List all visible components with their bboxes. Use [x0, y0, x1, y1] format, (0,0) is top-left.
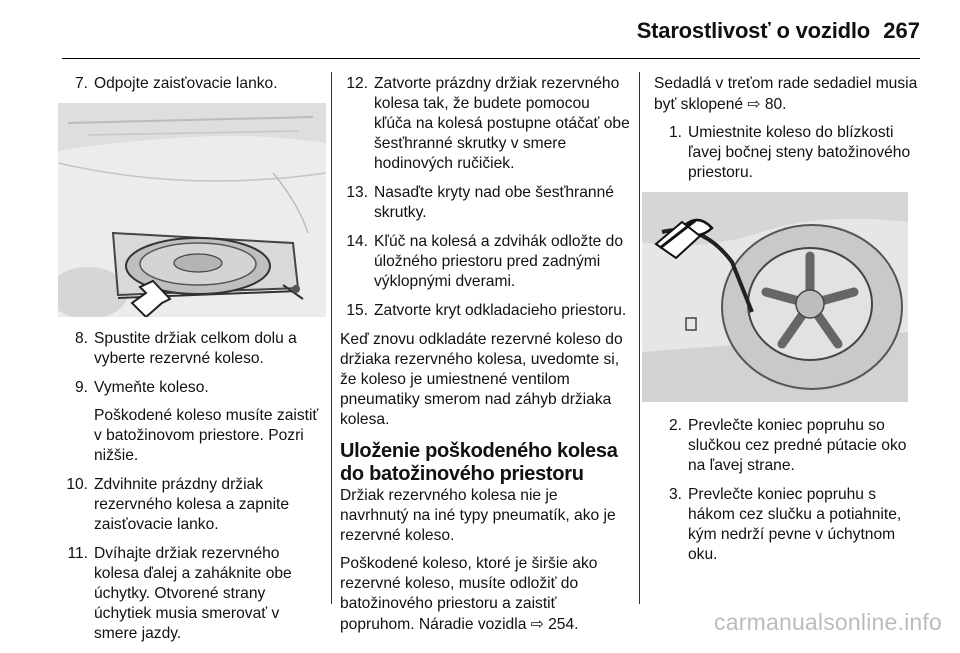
column-divider-right: [639, 72, 640, 604]
intro-paragraph: [654, 74, 924, 115]
step-text: Spustite držiak celkom dolu a vyberte rezervné koleso.: [94, 330, 297, 367]
step-item: [60, 475, 326, 535]
step-note: Poškodené koleso musíte zaistiť v batožinovom priestore. Pozri nižšie.: [94, 407, 319, 464]
spare-wheel-carrier-illustration: [58, 103, 326, 317]
step-item: [340, 183, 630, 223]
step-text: Prevlečte koniec popruhu s hákom cez slučku a potiahnite, kým nedrží pevne v úchytnom oku.: [688, 486, 902, 563]
step-text: Prevlečte koniec popruhu so slučkou cez predné pútacie oko na ľavej strane.: [688, 417, 907, 474]
step-text: Nasaďte kryty nad obe šesťhranné skrutky.: [374, 184, 614, 221]
step-number: 8.: [74, 330, 88, 347]
wheel-in-luggage-compartment-illustration: [642, 192, 908, 402]
step-text: Zatvorte prázdny držiak rezervného kolesa tak, že budete pomocou kľúča na kolesá postupne otáčať obe šesťhranné skrutky v smere hodinových ručičiek.: [374, 75, 630, 172]
column-3: [654, 74, 924, 574]
step-number: 12.: [346, 75, 368, 92]
reference-arrow-icon: ⇨: [747, 95, 761, 113]
body-paragraph: Keď znovu odkladáte rezervné koleso do držiaka rezervného kolesa, uvedomte si, že koleso je umiestnené ventilom pneumatiky smerom nad záhyb držiaka kolesa.: [340, 331, 623, 428]
step-number: 9.: [74, 379, 88, 396]
step-number: 14.: [346, 233, 368, 250]
step-number: 15.: [346, 302, 368, 319]
step-number: 11.: [67, 545, 88, 562]
step-text: Umiestnite koleso do blízkosti ľavej bočnej steny batožinového priestoru.: [688, 124, 911, 181]
column-1: [60, 74, 326, 653]
step-text: Zatvorte kryt odkladacieho priestoru.: [374, 302, 627, 319]
column-2: [340, 74, 630, 643]
step-number: 3.: [668, 486, 682, 503]
step-item: [60, 544, 326, 644]
step-item: [654, 485, 924, 565]
step-item: [654, 416, 924, 476]
paragraph-text: Sedadlá v treťom rade sedadiel musia byť sklopené: [654, 75, 918, 113]
step-number: 7.: [74, 75, 88, 92]
page-number: 267: [883, 18, 920, 43]
step-item: [60, 329, 326, 369]
page-reference-link[interactable]: 80.: [764, 96, 787, 113]
step-item: [340, 74, 630, 174]
step-text: Dvíhajte držiak rezervného kolesa ďalej a zaháknite obe úchytky. Otvorené strany úchytiek musia smerovať v smere jazdy.: [94, 545, 292, 642]
step-item: [654, 123, 924, 183]
step-text: Kľúč na kolesá a zdvihák odložte do úložného priestoru pred zadnými výklopnými dverami.: [374, 233, 624, 290]
reference-arrow-icon: ⇨: [530, 615, 544, 633]
column-divider-left: [331, 72, 332, 604]
step-number: 13.: [346, 184, 368, 201]
header-rule: [62, 58, 920, 59]
step-item: [340, 301, 630, 321]
step-number: 1.: [668, 124, 682, 141]
step-item: [340, 232, 630, 292]
body-paragraph: [340, 554, 630, 635]
step-text: Vymeňte koleso.: [94, 379, 209, 396]
step-text: Zdvihnite prázdny držiak rezervného kolesa a zapnite zaisťovacie lanko.: [94, 476, 290, 533]
step-item: [60, 378, 326, 466]
step-item: [60, 74, 326, 94]
step-number: 2.: [668, 417, 682, 434]
page-header-title: Starostlivosť o vozidlo: [636, 18, 870, 43]
watermark: carmanualsonline.info: [714, 609, 942, 635]
step-number: 10.: [66, 476, 88, 493]
section-heading: Uloženie poškodeného kolesa do batožinového priestoru: [340, 440, 618, 485]
step-text: Odpojte zaisťovacie lanko.: [94, 75, 278, 92]
paragraph-text: Poškodené koleso, ktoré je širšie ako rezervné koleso, musíte odložiť do batožinového priestoru a zaistiť popruhom. Náradie vozidla: [340, 555, 598, 633]
page-reference-link[interactable]: 254.: [548, 616, 579, 633]
body-paragraph: Držiak rezervného kolesa nie je navrhnutý na iné typy pneumatík, ako je rezervné koleso.: [340, 487, 616, 544]
